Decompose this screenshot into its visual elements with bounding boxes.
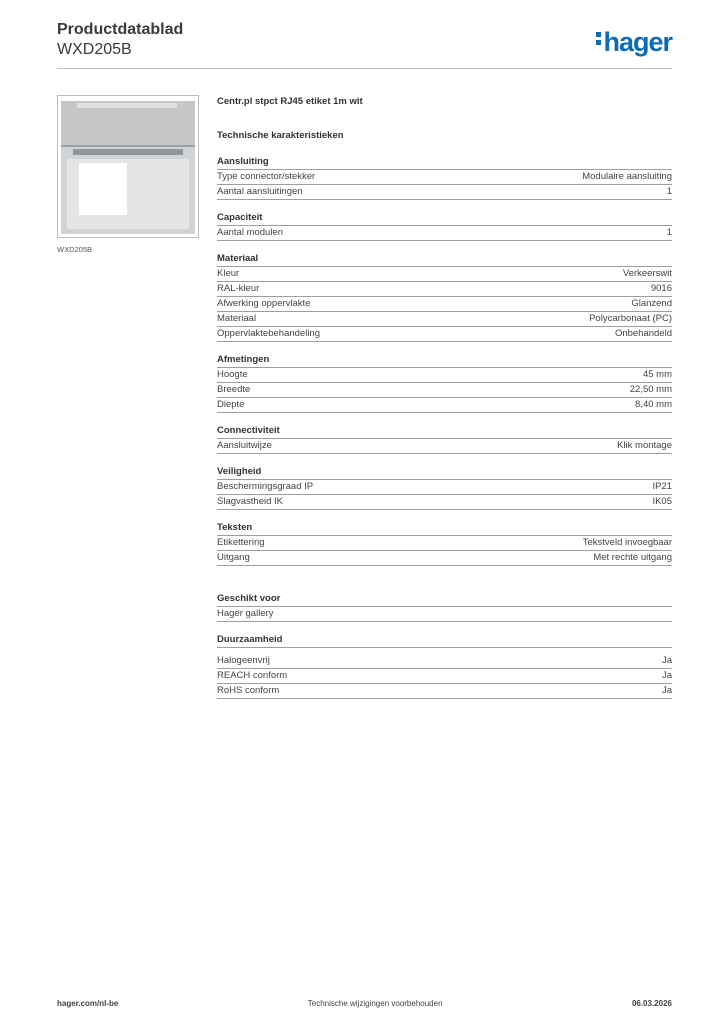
section-title: Materiaal bbox=[217, 252, 672, 267]
spec-value: 9016 bbox=[650, 283, 672, 294]
spec-section bbox=[217, 155, 672, 200]
spec-label: Afwerking oppervlakte bbox=[217, 298, 311, 309]
spec-value: Onbehandeld bbox=[614, 328, 672, 339]
spec-label: Etikettering bbox=[217, 537, 265, 548]
spec-value: Verkeerswit bbox=[622, 268, 672, 279]
spec-label: Slagvastheid IK bbox=[217, 496, 284, 507]
spec-value: Klik montage bbox=[617, 440, 672, 451]
spec-row bbox=[217, 185, 672, 200]
spec-label: Aantal modulen bbox=[217, 227, 284, 238]
spec-section bbox=[217, 252, 672, 342]
section-title: Connectiviteit bbox=[217, 424, 672, 439]
spec-label: Hager gallery bbox=[217, 608, 274, 619]
hager-logo bbox=[596, 27, 672, 57]
spec-row bbox=[217, 669, 672, 684]
footer-website: hager.com/nl-be bbox=[57, 999, 119, 1008]
spec-row bbox=[217, 327, 672, 342]
spec-row bbox=[217, 267, 672, 282]
page-footer bbox=[57, 999, 672, 1008]
spec-label: Hoogte bbox=[217, 369, 248, 380]
spec-label: Diepte bbox=[217, 399, 245, 410]
header-divider bbox=[57, 68, 672, 69]
tech-characteristics-title: Technische karakteristieken bbox=[217, 130, 344, 141]
spec-label: Aansluitwijze bbox=[217, 440, 272, 451]
section-title: Veiligheid bbox=[217, 465, 672, 480]
spec-value: Met rechte uitgang bbox=[593, 552, 672, 563]
spec-value: Ja bbox=[661, 655, 672, 666]
document-header bbox=[57, 20, 183, 60]
spec-row bbox=[217, 398, 672, 413]
spec-row bbox=[217, 536, 672, 551]
spec-row bbox=[217, 226, 672, 241]
spec-value: Ja bbox=[661, 670, 672, 681]
spec-value: IK05 bbox=[652, 496, 672, 507]
spec-row bbox=[217, 654, 672, 669]
spec-row bbox=[217, 170, 672, 185]
footer-notice: Technische wijzigingen voorbehouden bbox=[307, 999, 443, 1008]
section-title: Capaciteit bbox=[217, 211, 672, 226]
spec-row bbox=[217, 383, 672, 398]
image-caption: WXD205B bbox=[57, 245, 93, 254]
spec-row bbox=[217, 282, 672, 297]
spec-label: Kleur bbox=[217, 268, 240, 279]
spec-value: IP21 bbox=[652, 481, 672, 492]
spec-label: RoHS conform bbox=[217, 685, 280, 696]
spec-row bbox=[217, 439, 672, 454]
section-title: Aansluiting bbox=[217, 155, 672, 170]
spec-row bbox=[217, 551, 672, 566]
spec-label: Type connector/stekker bbox=[217, 171, 316, 182]
product-image bbox=[57, 95, 199, 238]
spec-label: Breedte bbox=[217, 384, 251, 395]
spec-section bbox=[217, 633, 672, 699]
spec-label: REACH conform bbox=[217, 670, 288, 681]
spec-section bbox=[217, 592, 672, 622]
spec-section bbox=[217, 211, 672, 241]
spec-value: 1 bbox=[666, 186, 672, 197]
spec-label: Halogeenvrij bbox=[217, 655, 270, 666]
spec-section bbox=[217, 353, 672, 413]
product-name: Centr.pl stpct RJ45 etiket 1m wit bbox=[217, 96, 363, 107]
spec-label: Beschermingsgraad IP bbox=[217, 481, 314, 492]
spec-value: Ja bbox=[661, 685, 672, 696]
section-title: Teksten bbox=[217, 521, 672, 536]
spec-row bbox=[217, 607, 672, 622]
spec-value: 22,50 mm bbox=[629, 384, 672, 395]
spec-row bbox=[217, 684, 672, 699]
section-title: Geschikt voor bbox=[217, 592, 672, 607]
section-title: Afmetingen bbox=[217, 353, 672, 368]
spec-section bbox=[217, 465, 672, 510]
spec-row bbox=[217, 368, 672, 383]
document-title: Productdatablad bbox=[57, 21, 184, 38]
spec-section bbox=[217, 521, 672, 566]
spec-value: Glanzend bbox=[631, 298, 672, 309]
spec-label: RAL-kleur bbox=[217, 283, 260, 294]
faceplate-icon bbox=[61, 101, 195, 234]
spec-section bbox=[217, 424, 672, 454]
spec-value: Modulaire aansluiting bbox=[582, 171, 672, 182]
spec-sheet bbox=[217, 96, 672, 699]
spec-label: Oppervlaktebehandeling bbox=[217, 328, 320, 339]
spec-label: Materiaal bbox=[217, 313, 257, 324]
spec-label: Uitgang bbox=[217, 552, 250, 563]
spec-label: Aantal aansluitingen bbox=[217, 186, 303, 197]
spec-value: Polycarbonaat (PC) bbox=[589, 313, 672, 324]
product-code: WXD205B bbox=[57, 41, 132, 58]
spec-row bbox=[217, 312, 672, 327]
section-title: Duurzaamheid bbox=[217, 633, 672, 648]
footer-date: 06.03.2026 bbox=[631, 999, 672, 1008]
spec-row bbox=[217, 495, 672, 510]
spec-value: Tekstveld invoegbaar bbox=[582, 537, 672, 548]
logo-text: hager bbox=[603, 27, 672, 57]
spec-value: 45 mm bbox=[642, 369, 672, 380]
spec-row bbox=[217, 297, 672, 312]
logo-dots-icon bbox=[596, 29, 601, 48]
spec-value: 1 bbox=[666, 227, 672, 238]
spec-value: 8,40 mm bbox=[635, 399, 672, 410]
spec-row bbox=[217, 480, 672, 495]
